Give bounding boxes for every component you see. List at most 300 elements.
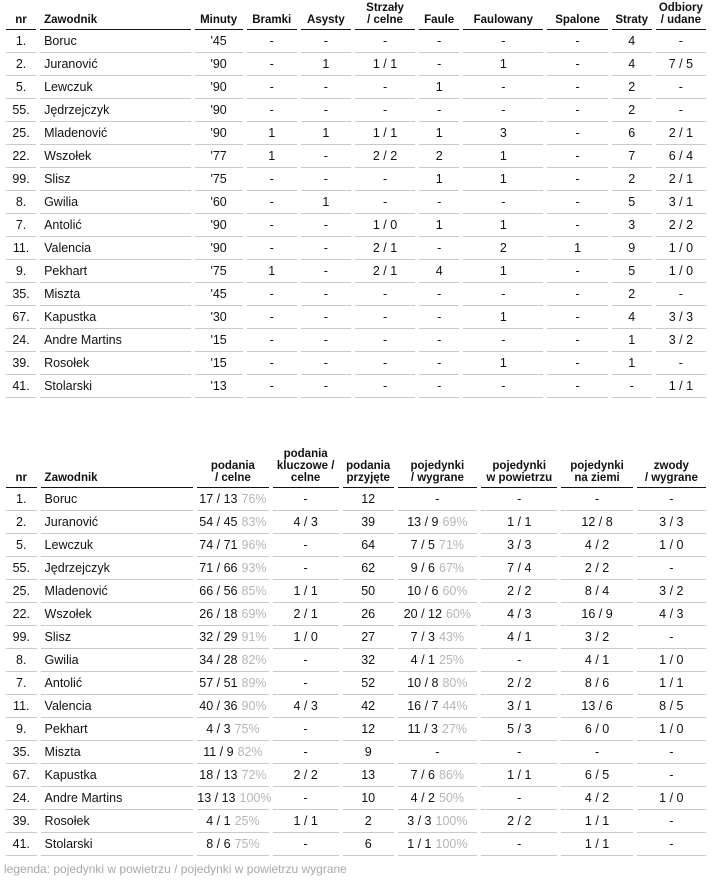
stat-cell xyxy=(398,557,477,580)
player-name: Kapustka xyxy=(40,306,190,329)
stat-cell: - xyxy=(547,191,607,214)
player-name: Valencia xyxy=(41,695,194,718)
stat-cell: - xyxy=(273,833,339,856)
stat-cell: '30 xyxy=(195,306,243,329)
player-number: 25. xyxy=(6,580,37,603)
stat-cell: 5 / 3 xyxy=(481,718,557,741)
stat-cell: 1 / 1 xyxy=(481,764,557,787)
stat-cell: - xyxy=(247,375,297,398)
column-header: Minuty xyxy=(195,0,243,30)
stat-value: 26 / 18 xyxy=(199,607,238,621)
stat-cell: 2 / 2 xyxy=(481,580,557,603)
stat-cell xyxy=(398,718,477,741)
column-header: podania / celne xyxy=(197,443,268,488)
player-number: 7. xyxy=(6,672,37,695)
stat-percentage: 67% xyxy=(439,561,465,575)
stat-cell: 2 / 2 xyxy=(561,557,632,580)
stat-cell: 9 xyxy=(612,237,652,260)
stat-cell xyxy=(398,787,477,810)
stat-cell: 8 / 5 xyxy=(637,695,706,718)
player-name: Lewczuk xyxy=(40,76,190,99)
player-name: Slisz xyxy=(40,168,190,191)
stat-cell: - xyxy=(355,329,415,352)
stat-cell: 2 xyxy=(463,237,543,260)
player-name: Antolić xyxy=(40,214,190,237)
column-header: nr xyxy=(6,443,37,488)
player-name: Slisz xyxy=(41,626,194,649)
stat-cell: 6 / 0 xyxy=(561,718,632,741)
player-name: Miszta xyxy=(41,741,194,764)
stat-cell: - xyxy=(547,145,607,168)
table-row xyxy=(6,580,706,603)
table-row xyxy=(6,306,706,329)
stat-cell: 1 xyxy=(463,214,543,237)
player-number: 35. xyxy=(6,283,36,306)
stat-cell: 13 / 6 xyxy=(561,695,632,718)
table-row xyxy=(6,352,706,375)
stat-cell: 5 xyxy=(612,260,652,283)
stat-cell xyxy=(197,534,268,557)
stat-cell: 4 xyxy=(419,260,459,283)
stat-cell: - xyxy=(463,329,543,352)
player-name: Jędrzejczyk xyxy=(40,99,190,122)
legend: legenda: pojedynki w powietrzu / pojedynki w powietrzu wygrane xyxy=(4,862,347,876)
stat-cell: - xyxy=(561,488,632,511)
stat-percentage: 44% xyxy=(442,699,468,713)
player-number: 8. xyxy=(6,191,36,214)
stat-cell xyxy=(398,672,477,695)
player-number: 5. xyxy=(6,534,37,557)
player-number: 22. xyxy=(6,145,36,168)
stat-percentage: 89% xyxy=(241,676,267,690)
player-name: Stolarski xyxy=(41,833,194,856)
stat-cell: '13 xyxy=(195,375,243,398)
stat-cell: - xyxy=(637,810,706,833)
stat-value: 7 / 5 xyxy=(410,538,435,552)
stat-cell: 62 xyxy=(343,557,394,580)
player-name: Juranović xyxy=(40,53,190,76)
stat-cell: 1 / 0 xyxy=(637,718,706,741)
stat-cell xyxy=(197,718,268,741)
stat-cell: 50 xyxy=(343,580,394,603)
stat-cell xyxy=(197,626,268,649)
stat-cell: - xyxy=(612,375,652,398)
stat-cell: 1 xyxy=(463,145,543,168)
stat-cell: 4 / 2 xyxy=(561,787,632,810)
stat-cell: 1 / 1 xyxy=(481,511,557,534)
stat-cell: - xyxy=(481,649,557,672)
stat-cell: - xyxy=(637,741,706,764)
column-header: Spalone xyxy=(547,0,607,30)
stat-value: 3 / 3 xyxy=(407,814,432,828)
stat-percentage: 25% xyxy=(439,653,465,667)
player-stats-table-2 xyxy=(2,443,710,856)
column-header: pojedynki na ziemi xyxy=(561,443,632,488)
stat-percentage: 90% xyxy=(241,699,267,713)
stat-cell: 1 / 0 xyxy=(656,237,706,260)
stat-cell xyxy=(398,741,477,764)
table-row xyxy=(6,764,706,787)
table-row xyxy=(6,534,706,557)
stat-cell: - xyxy=(301,76,351,99)
stat-cell: - xyxy=(656,352,706,375)
table-row xyxy=(6,649,706,672)
table-row xyxy=(6,145,706,168)
stat-cell: 7 / 5 xyxy=(656,53,706,76)
stat-cell: 1 / 0 xyxy=(273,626,339,649)
table-row xyxy=(6,260,706,283)
stat-cell xyxy=(398,810,477,833)
stat-value: 71 / 66 xyxy=(199,561,238,575)
player-number: 39. xyxy=(6,810,37,833)
stat-value: 40 / 36 xyxy=(199,699,238,713)
player-number: 41. xyxy=(6,833,37,856)
stat-cell: '90 xyxy=(195,122,243,145)
stat-cell: 2 xyxy=(343,810,394,833)
player-number: 9. xyxy=(6,718,37,741)
player-name: Pekhart xyxy=(40,260,190,283)
stat-value: 34 / 28 xyxy=(199,653,238,667)
stat-cell: - xyxy=(463,99,543,122)
stat-cell: - xyxy=(301,329,351,352)
stat-cell: - xyxy=(637,764,706,787)
stat-cell: - xyxy=(419,191,459,214)
stat-cell: 4 / 3 xyxy=(481,603,557,626)
table-row xyxy=(6,329,706,352)
stat-cell: - xyxy=(547,283,607,306)
stat-cell: 10 xyxy=(343,787,394,810)
stat-percentage: 100% xyxy=(239,791,272,805)
stat-percentage: 83% xyxy=(241,515,267,529)
stat-cell: 1 / 0 xyxy=(355,214,415,237)
player-number: 9. xyxy=(6,260,36,283)
stat-cell: '77 xyxy=(195,145,243,168)
stat-cell: - xyxy=(301,260,351,283)
stat-cell: 1 xyxy=(463,53,543,76)
stat-cell xyxy=(197,764,268,787)
stat-cell: 1 / 0 xyxy=(637,649,706,672)
stat-cell: - xyxy=(419,99,459,122)
header-row xyxy=(6,0,706,30)
stat-cell: - xyxy=(547,168,607,191)
stat-value: 11 / 9 xyxy=(203,745,234,759)
stat-cell: 6 xyxy=(343,833,394,856)
stat-cell: 1 / 0 xyxy=(656,260,706,283)
stat-cell: - xyxy=(481,741,557,764)
stat-cell xyxy=(197,511,268,534)
stat-value: 4 / 1 xyxy=(410,653,435,667)
column-header: podania kluczowe / celne xyxy=(273,443,339,488)
table-row xyxy=(6,557,706,580)
stat-cell: 1 / 0 xyxy=(637,534,706,557)
stat-cell: 1 xyxy=(419,76,459,99)
stat-cell: - xyxy=(637,626,706,649)
stat-cell: - xyxy=(247,214,297,237)
player-number: 25. xyxy=(6,122,36,145)
stat-cell: - xyxy=(355,99,415,122)
player-number: 55. xyxy=(6,99,36,122)
stat-cell xyxy=(398,534,477,557)
stat-cell: 1 xyxy=(419,122,459,145)
player-number: 41. xyxy=(6,375,36,398)
player-name: Antolić xyxy=(41,672,194,695)
stat-cell: 2 xyxy=(612,76,652,99)
stat-cell xyxy=(197,810,268,833)
stat-cell: 2 / 2 xyxy=(656,214,706,237)
stat-cell: 32 xyxy=(343,649,394,672)
stat-cell: - xyxy=(247,306,297,329)
stat-cell: - xyxy=(273,488,339,511)
stat-cell: - xyxy=(547,122,607,145)
stat-cell: 6 xyxy=(612,122,652,145)
stat-cell: 3 / 3 xyxy=(637,511,706,534)
stat-cell xyxy=(197,580,268,603)
stat-value: 66 / 56 xyxy=(199,584,238,598)
player-number: 67. xyxy=(6,764,37,787)
stat-cell: - xyxy=(301,168,351,191)
stat-cell: 4 / 3 xyxy=(273,695,339,718)
column-header: Zawodnik xyxy=(41,443,194,488)
stat-cell xyxy=(398,649,477,672)
column-header: pojedynki / wygrane xyxy=(398,443,477,488)
stat-cell: - xyxy=(637,833,706,856)
player-number: 7. xyxy=(6,214,36,237)
stat-cell: 12 xyxy=(343,488,394,511)
stat-cell: 3 / 3 xyxy=(656,306,706,329)
stat-cell xyxy=(398,580,477,603)
column-header: zwody / wygrane xyxy=(637,443,706,488)
stat-cell: 2 / 1 xyxy=(355,237,415,260)
player-number: 35. xyxy=(6,741,37,764)
stat-cell: - xyxy=(355,191,415,214)
stat-cell xyxy=(398,488,477,511)
stat-cell: '90 xyxy=(195,53,243,76)
stat-percentage: 27% xyxy=(442,722,468,736)
stat-cell: 1 / 1 xyxy=(273,580,339,603)
stat-cell: 1 xyxy=(419,214,459,237)
stat-cell: - xyxy=(355,352,415,375)
player-number: 11. xyxy=(6,237,36,260)
stat-value: - xyxy=(435,745,440,759)
stat-cell: '15 xyxy=(195,352,243,375)
stat-cell xyxy=(197,741,268,764)
player-name: Boruc xyxy=(40,30,190,53)
stat-cell: 1 / 1 xyxy=(273,810,339,833)
stat-cell: 2 / 1 xyxy=(656,122,706,145)
stat-percentage: 72% xyxy=(241,768,267,782)
stat-cell: - xyxy=(547,76,607,99)
stat-percentage: 60% xyxy=(445,607,471,621)
stat-cell: - xyxy=(463,76,543,99)
stat-cell: - xyxy=(355,283,415,306)
stat-percentage: 80% xyxy=(442,676,468,690)
stat-value: 13 / 13 xyxy=(197,791,236,805)
stat-value: 10 / 8 xyxy=(407,676,439,690)
stat-cell: - xyxy=(355,76,415,99)
stat-cell: 6 / 5 xyxy=(561,764,632,787)
stat-cell: - xyxy=(247,237,297,260)
stat-cell: 1 / 1 xyxy=(355,53,415,76)
table-row xyxy=(6,99,706,122)
stat-cell xyxy=(197,672,268,695)
table-row xyxy=(6,375,706,398)
stat-value: 11 / 3 xyxy=(407,722,439,736)
stat-cell: '90 xyxy=(195,214,243,237)
stat-cell: 7 / 4 xyxy=(481,557,557,580)
stat-cell: 8 / 6 xyxy=(561,672,632,695)
stat-cell: 2 / 2 xyxy=(273,764,339,787)
stat-cell: 2 xyxy=(612,168,652,191)
stat-cell xyxy=(398,511,477,534)
stat-cell: - xyxy=(355,375,415,398)
player-name: Pekhart xyxy=(41,718,194,741)
stat-cell: 12 xyxy=(343,718,394,741)
stat-percentage: 85% xyxy=(241,584,267,598)
stat-value: 4 / 3 xyxy=(206,722,231,736)
stat-value: 7 / 3 xyxy=(410,630,435,644)
stat-value: 17 / 13 xyxy=(199,492,238,506)
stat-cell: 26 xyxy=(343,603,394,626)
column-header: Odbiory / udane xyxy=(656,0,706,30)
stat-value: 8 / 6 xyxy=(206,837,231,851)
stat-cell: 2 / 1 xyxy=(273,603,339,626)
stat-cell: 2 / 1 xyxy=(355,260,415,283)
stat-cell: - xyxy=(273,741,339,764)
stat-cell xyxy=(398,626,477,649)
player-name: Juranović xyxy=(41,511,194,534)
stat-cell: 7 xyxy=(612,145,652,168)
stat-percentage: 69% xyxy=(241,607,267,621)
stat-value: 18 / 13 xyxy=(199,768,238,782)
stat-cell: 3 xyxy=(463,122,543,145)
column-header: Zawodnik xyxy=(40,0,190,30)
stat-cell xyxy=(398,833,477,856)
player-number: 1. xyxy=(6,488,37,511)
stat-cell: - xyxy=(547,329,607,352)
stat-cell: - xyxy=(419,329,459,352)
table-row xyxy=(6,626,706,649)
stat-cell: 1 xyxy=(301,53,351,76)
stat-cell: 9 xyxy=(343,741,394,764)
stat-cell: - xyxy=(547,306,607,329)
player-number: 55. xyxy=(6,557,37,580)
stat-percentage: 43% xyxy=(439,630,465,644)
stat-cell: 4 / 3 xyxy=(637,603,706,626)
stat-cell: 8 / 4 xyxy=(561,580,632,603)
stat-cell: 4 xyxy=(612,306,652,329)
stat-cell: - xyxy=(273,718,339,741)
column-header: Straty xyxy=(612,0,652,30)
stat-cell: - xyxy=(419,306,459,329)
player-name: Stolarski xyxy=(40,375,190,398)
stat-cell: - xyxy=(419,283,459,306)
player-name: Rosołek xyxy=(40,352,190,375)
stat-cell xyxy=(197,787,272,810)
stat-cell: - xyxy=(301,30,351,53)
player-number: 2. xyxy=(6,53,36,76)
stat-cell: - xyxy=(301,283,351,306)
stat-cell: 1 xyxy=(301,122,351,145)
player-number: 99. xyxy=(6,626,37,649)
column-header: pojedynki w powietrzu xyxy=(481,443,557,488)
column-header: Strzały / celne xyxy=(355,0,415,30)
stat-cell: 3 xyxy=(612,214,652,237)
stat-value: 54 / 45 xyxy=(199,515,238,529)
player-number: 24. xyxy=(6,329,36,352)
stat-value: 4 / 1 xyxy=(206,814,231,828)
stat-cell: 1 xyxy=(463,352,543,375)
stat-cell: '90 xyxy=(195,76,243,99)
stat-cell: '45 xyxy=(195,283,243,306)
stat-cell: - xyxy=(301,99,351,122)
stat-cell: - xyxy=(273,649,339,672)
stat-cell: 4 xyxy=(612,53,652,76)
stat-cell: - xyxy=(247,352,297,375)
stat-cell: '90 xyxy=(195,237,243,260)
stat-cell: 13 xyxy=(343,764,394,787)
stat-cell: 1 xyxy=(419,168,459,191)
stat-cell: 3 / 3 xyxy=(481,534,557,557)
column-header: nr xyxy=(6,0,36,30)
column-header: Faulowany xyxy=(463,0,543,30)
stat-cell: 1 xyxy=(247,145,297,168)
stat-cell: 6 / 4 xyxy=(656,145,706,168)
stat-percentage: 75% xyxy=(234,722,260,736)
stat-percentage: 25% xyxy=(234,814,260,828)
stat-cell: 64 xyxy=(343,534,394,557)
player-number: 67. xyxy=(6,306,36,329)
stat-cell: 52 xyxy=(343,672,394,695)
stat-cell: - xyxy=(561,741,632,764)
stat-cell: 12 / 8 xyxy=(561,511,632,534)
stat-cell: 4 / 3 xyxy=(273,511,339,534)
player-name: Boruc xyxy=(41,488,194,511)
stat-cell: 4 / 1 xyxy=(481,626,557,649)
stat-percentage: 93% xyxy=(241,561,267,575)
stat-value: 13 / 9 xyxy=(407,515,439,529)
stat-percentage: 96% xyxy=(241,538,267,552)
stat-cell: - xyxy=(481,488,557,511)
stat-cell: - xyxy=(656,76,706,99)
player-name: Valencia xyxy=(40,237,190,260)
stat-cell: - xyxy=(247,191,297,214)
table-row xyxy=(6,718,706,741)
stat-cell: - xyxy=(547,375,607,398)
stat-cell: - xyxy=(547,260,607,283)
table-row xyxy=(6,30,706,53)
stat-cell: - xyxy=(419,237,459,260)
stat-cell: - xyxy=(247,329,297,352)
stat-cell xyxy=(398,603,477,626)
stat-cell: 3 / 1 xyxy=(481,695,557,718)
stat-percentage: 100% xyxy=(435,837,468,851)
stat-cell: - xyxy=(419,375,459,398)
stat-value: 10 / 6 xyxy=(407,584,439,598)
stat-cell: 42 xyxy=(343,695,394,718)
stat-cell: 2 / 1 xyxy=(656,168,706,191)
stat-cell: - xyxy=(247,53,297,76)
stat-cell xyxy=(197,649,268,672)
stat-cell: 1 / 1 xyxy=(355,122,415,145)
stat-cell: 1 xyxy=(547,237,607,260)
table-row xyxy=(6,833,706,856)
stat-cell: - xyxy=(419,30,459,53)
stat-cell: 3 / 2 xyxy=(656,329,706,352)
stat-cell: - xyxy=(656,30,706,53)
stat-cell: - xyxy=(547,99,607,122)
column-header: Faule xyxy=(419,0,459,30)
table-row xyxy=(6,76,706,99)
